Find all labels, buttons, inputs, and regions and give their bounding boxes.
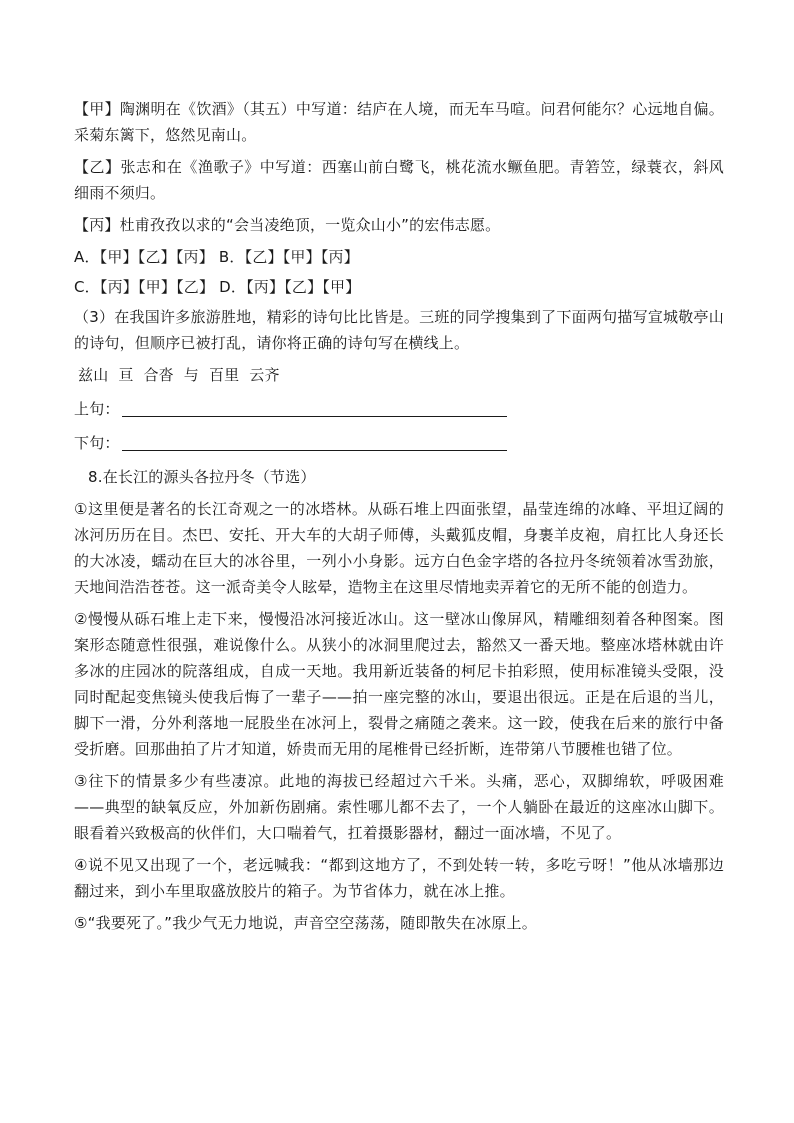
lower-line-answer xyxy=(74,430,724,456)
poem-bing-paragraph: 【丙】杜甫孜孜以求的“会当凌绝顶，一览众山小”的宏伟志愿。 xyxy=(74,216,501,234)
lower-line-label: 下句： xyxy=(74,434,120,452)
sub-question-3-prompt: （3）在我国许多旅游胜地，精彩的诗句比比皆是。三班的同学搜集到了下面两句描写宣城敬亭山的诗句，但顺序已被打乱，请你将正确的诗句写在横线上。 xyxy=(74,308,724,352)
poem-yi-paragraph: 【乙】张志和在《渔歌子》中写道：西塞山前白鹭飞，桃花流水鳜鱼肥。青箬笠，绿蓑衣，斜风细雨不须归。 xyxy=(74,158,724,202)
poem-jia-paragraph: 【甲】陶渊明在《饮酒》（其五）中写道：结庐在人境，而无车马喧。问君何能尔？心远地自偏。采菊东篱下，悠然见南山。 xyxy=(74,100,724,144)
document-content xyxy=(74,96,724,942)
upper-line-answer xyxy=(74,396,724,422)
options-line-cd: C．【丙】【甲】【乙】 D．【丙】【乙】【甲】 xyxy=(74,278,361,296)
upper-line-label: 上句： xyxy=(74,400,120,418)
passage-paragraph-5: ⑤“我要死了。”我少气无力地说，声音空空荡荡，随即散失在冰原上。 xyxy=(74,914,537,932)
question-8-title: 8.在长江的源头各拉丹冬（节选） xyxy=(88,468,316,486)
passage-paragraph-4: ④说不见又出现了一个，老远喊我：“都到这地方了，不到处转一转，多吃亏呀！”他从冰墙那边翻过来，到小车里取盛放胶片的箱子。为节省体力，就在冰上推。 xyxy=(74,856,724,900)
upper-line-blank[interactable] xyxy=(122,398,507,417)
passage-paragraph-1: ①这里便是著名的长江奇观之一的冰塔林。从砾石堆上四面张望，晶莹连绵的冰峰、平坦辽阔的冰河历历在目。杰巴、安托、开大车的大胡子师傅，头戴狐皮帽，身裹羊皮袍，肩扛比人身还长的大冰凌，蠕动在巨大的冰谷里，一列小小身影。远方白色金字塔的各拉丹冬统领着冰雪劲旅，天地间浩浩苍苍。这一派奇美令人眩晕，造物主在这里尽情地卖弄着它的无所不能的创造力。 xyxy=(74,500,724,596)
scrambled-words: 兹山 亘 合沓 与 百里 云齐 xyxy=(78,366,280,384)
lower-line-blank[interactable] xyxy=(122,432,507,451)
passage-paragraph-2: ②慢慢从砾石堆上走下来，慢慢沿冰河接近冰山。这一壁冰山像屏风，精雕细刻着各种图案。图案形态随意性很强，难说像什么。从狭小的冰洞里爬过去，豁然又一番天地。整座冰塔林就由许多冰的庄园冰的院落组成，自成一天地。我用新近装备的柯尼卡拍彩照，使用标准镜头受限，没同时配起变焦镜头使我后悔了一辈子——拍一座完整的冰山，要退出很远。正是在后退的当儿，脚下一滑，分外利落地一屁股坐在冰河上，裂骨之痛随之袭来。这一跤，使我在后来的旅行中备受折磨。回那曲拍了片才知道，娇贵而无用的尾椎骨已经折断，连带第八节腰椎也错了位。 xyxy=(74,610,724,758)
options-line-ab: A．【甲】【乙】【丙】 B．【乙】【甲】【丙】 xyxy=(74,248,359,266)
passage-paragraph-3: ③往下的情景多少有些凄凉。此地的海拔已经超过六千米。头痛，恶心，双脚绵软，呼吸困难——典型的缺氧反应，外加新伤剧痛。索性哪儿都不去了，一个人躺卧在最近的这座冰山脚下。眼看着兴致极高的伙伴们，大口喘着气，扛着摄影器材，翻过一面冰墙，不见了。 xyxy=(74,772,724,842)
